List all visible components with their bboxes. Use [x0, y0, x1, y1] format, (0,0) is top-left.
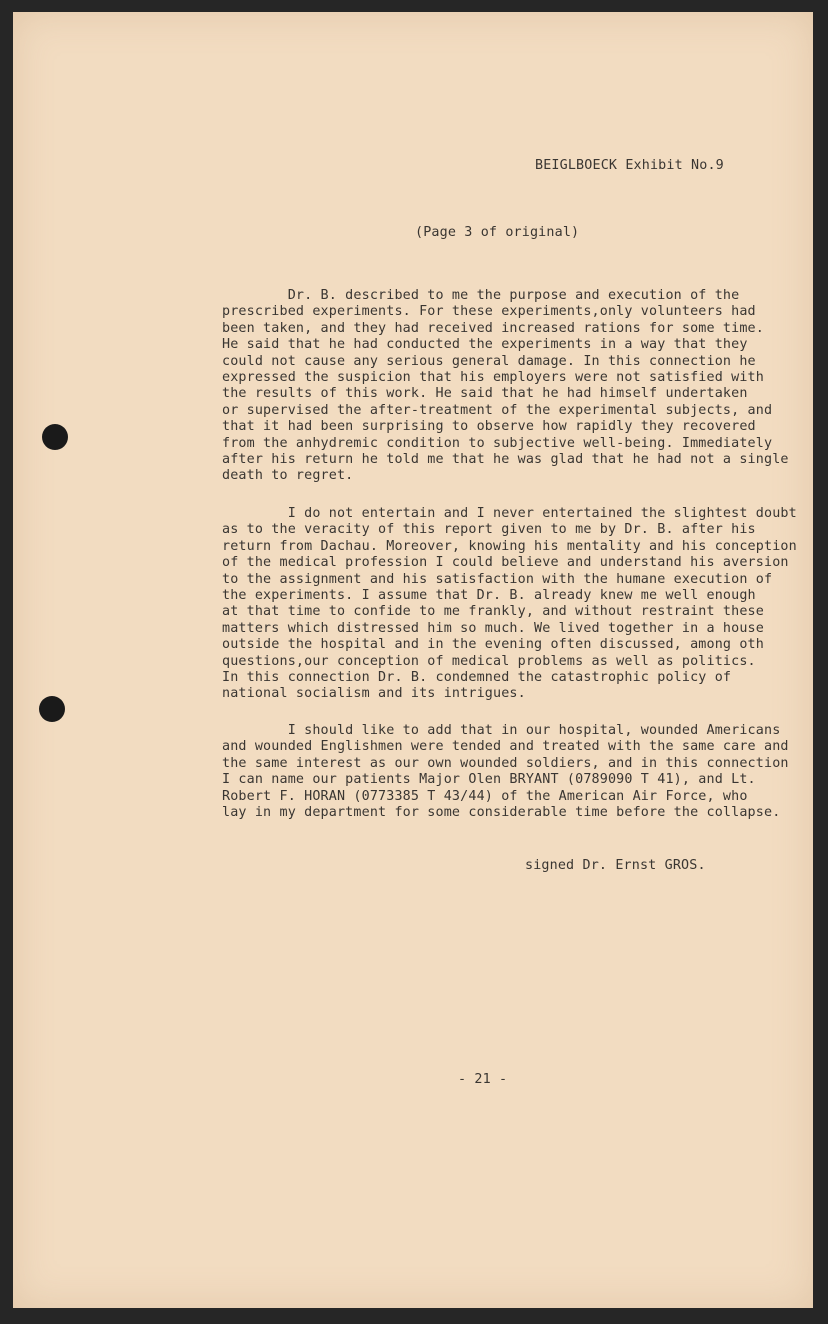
text-line: In this connection Dr. B. condemned the catastrophic policy of — [222, 670, 732, 686]
page-number: - 21 - — [458, 1072, 508, 1087]
text-line: matters which distressed him so much. We lived together in a house — [222, 620, 764, 636]
text-line: or supervised the after-treatment of the experimental subjects, and — [222, 402, 773, 418]
text-line: from the anhydremic condition to subjective well-being. Immediately — [222, 435, 773, 451]
text-line: lay in my department for some considerable time before the collapse. — [222, 805, 781, 821]
text-line: could not cause any serious general damage. In this connection he — [222, 353, 756, 369]
text-line: as to the veracity of this report given to me by Dr. B. after his — [222, 522, 756, 538]
text-line: expressed the suspicion that his employers were not satisfied with — [222, 370, 764, 386]
text-line: outside the hospital and in the evening often discussed, among oth — [222, 637, 764, 653]
punch-hole-top — [42, 424, 68, 450]
text-line: return from Dachau. Moreover, knowing his mentality and his conception — [222, 538, 797, 554]
text-line: the same interest as our own wounded soldiers, and in this connection — [222, 755, 789, 771]
exhibit-label: BEIGLBOECK Exhibit No.9 — [535, 158, 724, 173]
text-line: I can name our patients Major Olen BRYANT (0789090 T 41), and Lt. — [222, 772, 756, 788]
text-line: and wounded Englishmen were tended and treated with the same care and — [222, 739, 789, 755]
text-line: that it had been surprising to observe how rapidly they recovered — [222, 419, 756, 435]
text-line: after his return he told me that he was glad that he had not a single — [222, 452, 789, 468]
text-line: national socialism and its intrigues. — [222, 686, 526, 702]
signature-line: signed Dr. Ernst GROS. — [525, 858, 706, 873]
text-line: of the medical profession I could believe and understand his aversion — [222, 555, 789, 571]
punch-hole-bottom — [39, 696, 65, 722]
text-line: Dr. B. described to me the purpose and execution of the — [222, 288, 740, 303]
text-line: I do not entertain and I never entertained the slightest doubt — [222, 506, 797, 521]
text-line: questions,our conception of medical problems as well as politics. — [222, 653, 756, 669]
text-line: the experiments. I assume that Dr. B. already knew me well enough — [222, 588, 756, 604]
text-line: He said that he had conducted the experiments in a way that they — [222, 337, 748, 353]
text-line: death to regret. — [222, 468, 354, 484]
text-line: to the assignment and his satisfaction with the humane execution of — [222, 571, 773, 587]
paragraph-2 — [222, 506, 797, 703]
text-line: at that time to confide to me frankly, and without restraint these — [222, 604, 764, 620]
text-line: I should like to add that in our hospital, wounded Americans — [222, 723, 781, 738]
page-reference: (Page 3 of original) — [415, 225, 580, 240]
text-line: prescribed experiments. For these experiments,only volunteers had — [222, 304, 756, 320]
text-line: been taken, and they had received increased rations for some time. — [222, 320, 764, 336]
text-line: the results of this work. He said that he had himself undertaken — [222, 386, 748, 402]
paragraph-1 — [222, 288, 789, 485]
text-line: Robert F. HORAN (0773385 T 43/44) of the American Air Force, who — [222, 788, 748, 804]
paragraph-3 — [222, 723, 789, 821]
